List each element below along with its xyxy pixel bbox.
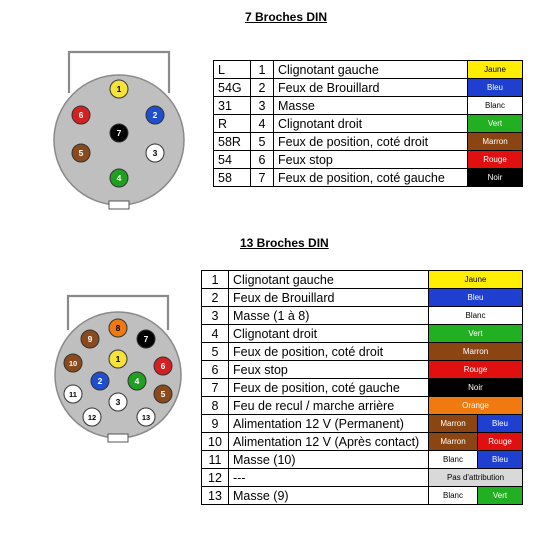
standard-code-cell: 31 [214, 97, 251, 115]
connector-13-pin-label: 8 [115, 323, 121, 333]
connector-7-pin-label: 6 [78, 110, 84, 120]
connector-13-pin-9 [81, 330, 99, 348]
table-row [202, 343, 523, 361]
connector-7-pin-7 [110, 124, 128, 142]
connector-13-pin-3 [109, 393, 127, 411]
function-cell: Masse (1 à 8) [229, 307, 429, 325]
function-cell: Alimentation 12 V (Permanent) [229, 415, 429, 433]
pin-number-cell: 2 [251, 79, 274, 97]
wiring-table-7-pin [213, 60, 523, 187]
function-cell: Feux de position, coté droit [229, 343, 429, 361]
connector-13-pin-label: 10 [68, 359, 78, 368]
wire-color-cell: Noir [429, 379, 523, 397]
table-row [214, 133, 523, 151]
wire-color-cell: Bleu [429, 289, 523, 307]
connector-7-pin-2 [146, 106, 164, 124]
connector-7-pin-label: 3 [152, 148, 158, 158]
function-cell: Clignotant droit [229, 325, 429, 343]
table-row [202, 487, 523, 505]
wire-color-cell: Blanc [429, 307, 523, 325]
standard-code-cell: L [214, 61, 251, 79]
table-row [202, 307, 523, 325]
table-row [202, 433, 523, 451]
wire-color-cell: Marron [429, 343, 523, 361]
pin-number-cell: 8 [202, 397, 229, 415]
function-cell: Clignotant gauche [274, 61, 468, 79]
function-cell: Feux de position, coté gauche [274, 169, 468, 187]
wire-color-cell: Rouge [468, 151, 523, 169]
table-row [214, 169, 523, 187]
connector-7-pin-1 [110, 80, 128, 98]
pin-number-cell: 2 [202, 289, 229, 307]
connector-13-pin-label: 1 [115, 354, 121, 364]
wire-color-cell: Rouge [478, 433, 523, 451]
connector-7-pin-label: 1 [116, 84, 122, 94]
wire-color-cell: Blanc [468, 97, 523, 115]
connector-13-pin-11 [64, 385, 82, 403]
wiring-table-13-pin [201, 270, 523, 505]
connector-13-pin-10 [64, 354, 82, 372]
connector-7-pin-label: 2 [152, 110, 158, 120]
connector-13-pin-1 [109, 350, 127, 368]
table-row [202, 271, 523, 289]
pin-number-cell: 7 [251, 169, 274, 187]
connector-7-pin-3 [146, 144, 164, 162]
connector-7-pin-label: 5 [78, 148, 84, 158]
table-row [214, 115, 523, 133]
connector-13 [55, 296, 181, 442]
table-row [202, 325, 523, 343]
standard-code-cell: 54G [214, 79, 251, 97]
function-cell: Feux de Brouillard [229, 289, 429, 307]
table-row [202, 469, 523, 487]
wire-color-cell: Blanc [429, 451, 478, 469]
pin-number-cell: 4 [251, 115, 274, 133]
connector-13-pin-label: 9 [87, 334, 93, 344]
standard-code-cell: 58R [214, 133, 251, 151]
connector-13-pin-label: 7 [143, 334, 149, 344]
wire-color-cell: Blanc [429, 487, 478, 505]
connector-7 [54, 52, 184, 209]
pin-number-cell: 11 [202, 451, 229, 469]
connector-13-pin-13 [137, 408, 155, 426]
connector-7-pin-6 [72, 106, 90, 124]
connector-13-pin-2 [91, 372, 109, 390]
table-row [202, 415, 523, 433]
connector-13-pin-label: 4 [134, 376, 140, 386]
wire-color-cell: Orange [429, 397, 523, 415]
function-cell: Masse (9) [229, 487, 429, 505]
function-cell: Clignotant gauche [229, 271, 429, 289]
wire-color-cell: Rouge [429, 361, 523, 379]
wire-color-cell: Vert [468, 115, 523, 133]
table-row [202, 397, 523, 415]
pin-number-cell: 5 [202, 343, 229, 361]
pin-number-cell: 9 [202, 415, 229, 433]
pin-number-cell: 7 [202, 379, 229, 397]
pin-number-cell: 10 [202, 433, 229, 451]
connector-13-pin-label: 11 [69, 390, 77, 399]
pin-number-cell: 12 [202, 469, 229, 487]
standard-code-cell: R [214, 115, 251, 133]
wire-color-cell: Jaune [429, 271, 523, 289]
connector-7-pin-4 [110, 169, 128, 187]
pin-number-cell: 1 [251, 61, 274, 79]
function-cell: Feux de position, coté gauche [229, 379, 429, 397]
wire-color-cell: Vert [429, 325, 523, 343]
connector-13-pin-label: 13 [141, 413, 151, 422]
connector-13-pin-5 [154, 385, 172, 403]
connector-7-pin-label: 4 [116, 173, 122, 183]
pin-number-cell: 13 [202, 487, 229, 505]
pin-number-cell: 1 [202, 271, 229, 289]
pin-number-cell: 4 [202, 325, 229, 343]
wire-color-cell: Vert [478, 487, 523, 505]
standard-code-cell: 58 [214, 169, 251, 187]
title-13-pin: 13 Broches DIN [240, 236, 329, 250]
function-cell: Clignotant droit [274, 115, 468, 133]
pin-number-cell: 6 [202, 361, 229, 379]
wire-color-cell: Marron [429, 415, 478, 433]
table-row [214, 151, 523, 169]
wire-color-cell: Jaune [468, 61, 523, 79]
wire-color-cell: Marron [468, 133, 523, 151]
connector-7-pin-label: 7 [116, 128, 122, 138]
pin-number-cell: 5 [251, 133, 274, 151]
pin-number-cell: 3 [251, 97, 274, 115]
standard-code-cell: 54 [214, 151, 251, 169]
function-cell: --- [229, 469, 429, 487]
connector-13-pin-4 [128, 372, 146, 390]
connector-13-pin-8 [109, 319, 127, 337]
function-cell: Feux stop [274, 151, 468, 169]
connector-13-pin-label: 12 [87, 413, 97, 422]
wire-color-cell: Bleu [478, 415, 523, 433]
function-cell: Feux de Brouillard [274, 79, 468, 97]
function-cell: Feux stop [229, 361, 429, 379]
wire-color-cell: Bleu [478, 451, 523, 469]
connector-13-pin-label: 6 [160, 361, 166, 371]
table-row [214, 97, 523, 115]
connector-7-pin-5 [72, 144, 90, 162]
table-row [202, 379, 523, 397]
table-row [202, 289, 523, 307]
connector-13-pin-label: 2 [97, 376, 103, 386]
function-cell: Feux de position, coté droit [274, 133, 468, 151]
wire-color-cell: Bleu [468, 79, 523, 97]
table-row [214, 61, 523, 79]
wire-color-cell: Marron [429, 433, 478, 451]
wire-color-cell: Pas d'attribution [429, 469, 523, 487]
function-cell: Feu de recul / marche arrière [229, 397, 429, 415]
wire-color-cell: Noir [468, 169, 523, 187]
connector-13-pin-label: 5 [160, 389, 166, 399]
connector-13-pin-6 [154, 357, 172, 375]
title-7-pin: 7 Broches DIN [245, 10, 328, 24]
connector-13-key-notch [108, 434, 128, 442]
pin-number-cell: 6 [251, 151, 274, 169]
function-cell: Masse (10) [229, 451, 429, 469]
connector-13-pin-12 [83, 408, 101, 426]
function-cell: Alimentation 12 V (Après contact) [229, 433, 429, 451]
connector-7-key-notch [109, 201, 129, 209]
pin-number-cell: 3 [202, 307, 229, 325]
table-row [202, 361, 523, 379]
connector-13-pin-label: 3 [115, 397, 121, 407]
function-cell: Masse [274, 97, 468, 115]
connector-13-pin-7 [137, 330, 155, 348]
table-row [202, 451, 523, 469]
table-row [214, 79, 523, 97]
